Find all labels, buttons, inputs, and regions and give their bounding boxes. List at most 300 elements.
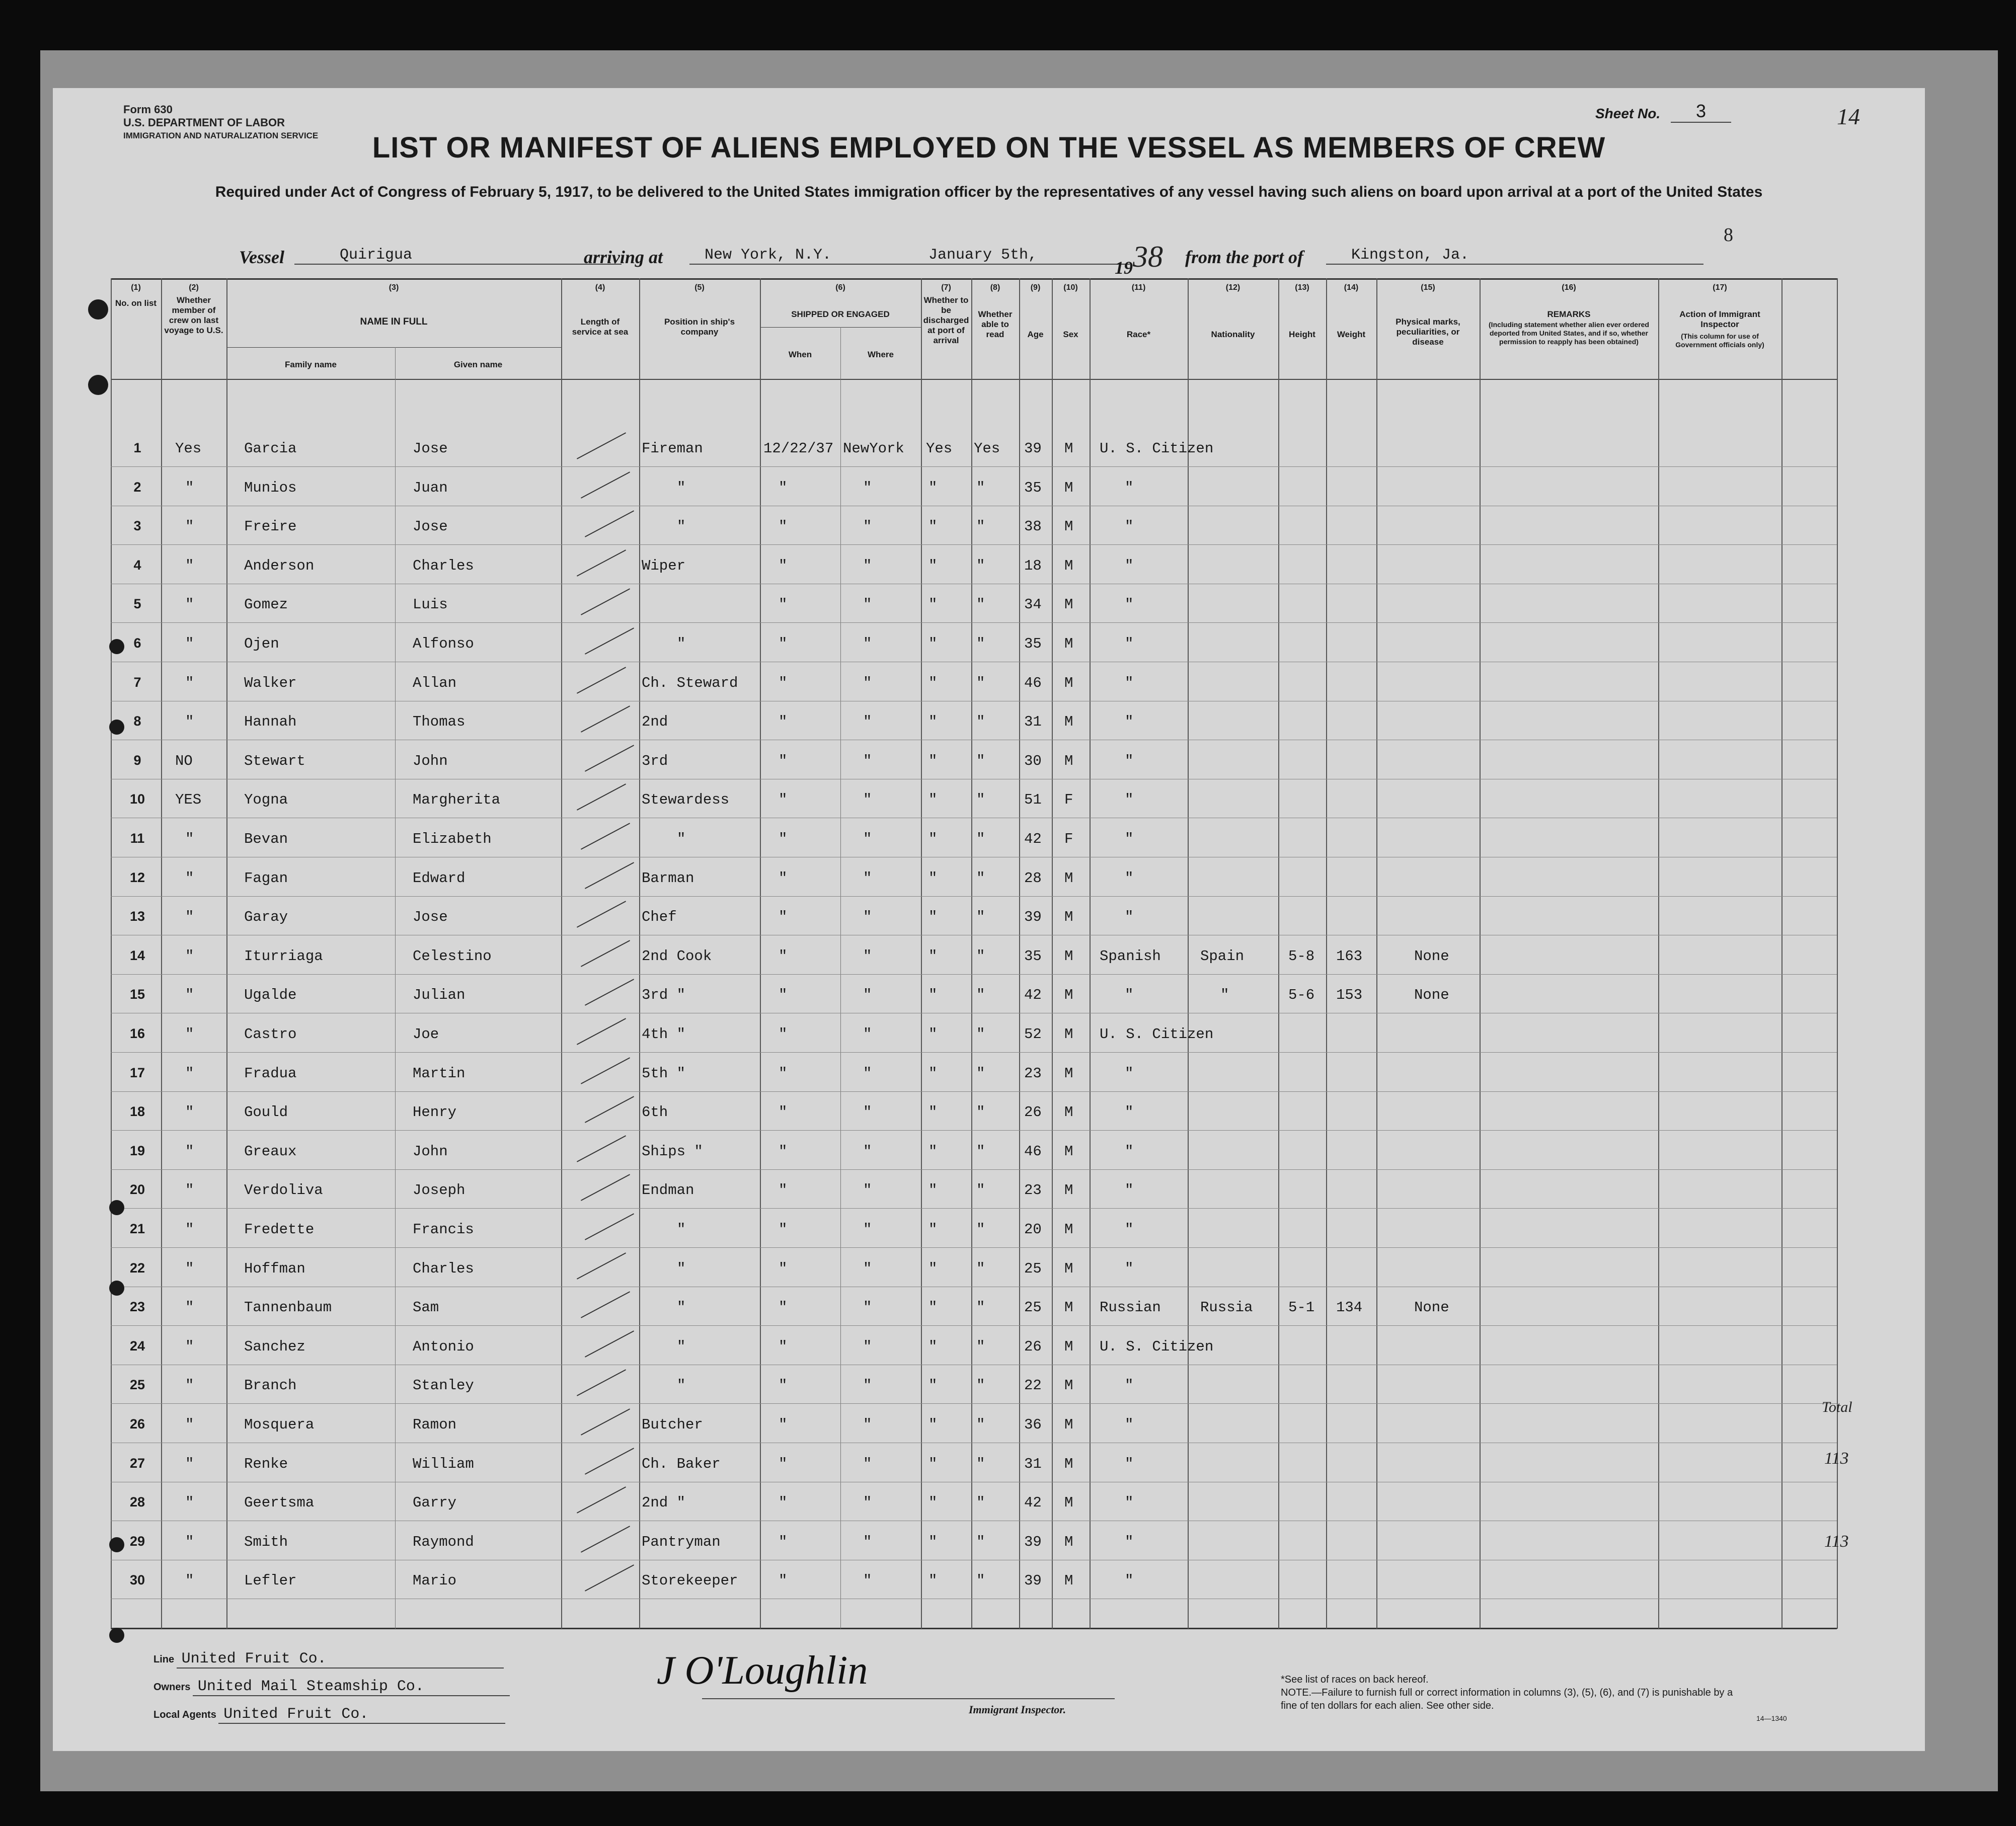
service-check-mark [585, 862, 634, 889]
family-name-cell: Castro [244, 1026, 297, 1043]
row-number: 5 [133, 596, 141, 611]
agents-value: United Fruit Co. [218, 1706, 505, 1724]
col-6-header: SHIPPED OR ENGAGED [791, 309, 890, 319]
prev-voyage-cell: " [185, 1534, 194, 1550]
prev-voyage-cell: " [185, 558, 194, 574]
col-16-subheader: (Including statement whether alien ever ordered deported from United States, and if so, whether permission to reapply has been obtained) [1489, 321, 1649, 346]
family-name-cell: Anderson [244, 558, 315, 574]
col-9-header: Age [1027, 330, 1044, 339]
manifest-page [53, 88, 1925, 1751]
able-to-read-cell: " [976, 518, 985, 535]
family-name-cell: Tannenbaum [244, 1299, 332, 1316]
given-name-cell: Sam [413, 1299, 439, 1316]
col-10-number: (10) [1063, 283, 1078, 292]
family-name-cell: Garay [244, 909, 288, 925]
col-17-number: (17) [1713, 283, 1727, 292]
service-check-mark [585, 1564, 634, 1591]
position-cell: " [677, 480, 686, 496]
discharged-cell: " [928, 1416, 938, 1433]
table-bottom-border [111, 1628, 1837, 1629]
col-5-header: Position in ship's company [664, 317, 735, 337]
prev-voyage-cell: " [185, 480, 194, 496]
col-13-header: Height [1289, 330, 1315, 339]
discharged-cell: " [928, 1221, 938, 1238]
shipped-where-cell: " [863, 636, 872, 652]
age-cell: 46 [1024, 1143, 1042, 1160]
physical-marks-cell: None [1414, 987, 1449, 1003]
form-code: 14—1340 [1756, 1714, 1787, 1722]
race-cell: " [1125, 791, 1134, 808]
shipped-when-cell: " [779, 636, 788, 652]
service-check-mark [581, 705, 630, 732]
sex-cell: M [1064, 987, 1073, 1003]
discharged-cell: " [928, 1377, 938, 1394]
punch-hole [109, 1200, 124, 1215]
race-cell: " [1125, 1182, 1134, 1199]
row-number: 29 [129, 1534, 145, 1549]
punch-hole [109, 1281, 124, 1296]
sex-cell: M [1064, 558, 1073, 574]
discharged-cell: " [928, 1260, 938, 1277]
position-cell: " [677, 636, 686, 652]
sex-cell: M [1064, 1416, 1073, 1433]
able-to-read-cell: " [976, 1182, 985, 1199]
given-name-cell: Luis [413, 596, 448, 613]
race-cell: " [1125, 1416, 1134, 1433]
position-cell: Butcher [642, 1416, 703, 1433]
shipped-where-cell: " [863, 1143, 872, 1160]
row-number: 22 [129, 1260, 145, 1276]
prev-voyage-cell: " [185, 596, 194, 613]
row-number: 8 [133, 713, 141, 729]
family-name-cell: Hoffman [244, 1260, 305, 1277]
row-number: 30 [129, 1572, 145, 1587]
given-name-cell: John [413, 753, 448, 769]
able-to-read-cell: " [976, 675, 985, 691]
able-to-read-cell: " [976, 596, 985, 613]
family-name-cell: Freire [244, 518, 297, 535]
given-name-cell: Stanley [413, 1377, 474, 1394]
sex-cell: M [1064, 948, 1073, 965]
family-name-cell: Gomez [244, 596, 288, 613]
row-divider [111, 1169, 1837, 1170]
owners-field [153, 1678, 510, 1696]
col-3-given-header: Given name [453, 360, 503, 369]
col-12-number: (12) [1225, 283, 1240, 292]
prev-voyage-cell: " [185, 1494, 194, 1511]
discharged-cell: " [928, 1338, 938, 1355]
given-name-cell: Allan [413, 675, 457, 691]
discharged-cell: " [928, 870, 938, 887]
age-cell: 35 [1024, 948, 1042, 965]
prev-voyage-cell: " [185, 1260, 194, 1277]
row-divider [111, 1130, 1837, 1131]
sex-cell: M [1064, 1143, 1073, 1160]
prev-voyage-cell: " [185, 1104, 194, 1121]
given-name-cell: Ramon [413, 1416, 457, 1433]
shipped-where-cell: " [863, 987, 872, 1003]
given-name-cell: Edward [413, 870, 466, 887]
col-11-number: (11) [1131, 283, 1146, 292]
sex-cell: M [1064, 1494, 1073, 1511]
service-check-mark [585, 1213, 634, 1240]
able-to-read-cell: " [976, 1338, 985, 1355]
weight-cell: 163 [1336, 948, 1363, 965]
able-to-read-cell: " [976, 1534, 985, 1550]
shipped-when-cell: " [779, 675, 788, 691]
shipped-when-cell: " [779, 1026, 788, 1043]
race-cell: " [1125, 713, 1134, 730]
position-cell: Chef [642, 909, 677, 925]
family-name-cell: Lefler [244, 1572, 297, 1589]
service-check-mark [577, 1369, 626, 1396]
prev-voyage-cell: " [185, 1377, 194, 1394]
given-name-cell: Alfonso [413, 636, 474, 652]
race-cell: " [1125, 636, 1134, 652]
race-cell: U. S. Citizen [1100, 440, 1214, 457]
able-to-read-cell: " [976, 1494, 985, 1511]
service-check-mark [581, 588, 630, 615]
row-divider [111, 974, 1837, 975]
sex-cell: M [1064, 1065, 1073, 1082]
name-subheader-line [226, 347, 561, 348]
prev-voyage-cell: " [185, 1143, 194, 1160]
form-number: Form 630 [123, 103, 173, 116]
position-cell: " [677, 831, 686, 847]
col-14-number: (14) [1344, 283, 1359, 292]
race-cell: Russian [1100, 1299, 1161, 1316]
shipped-where-cell: " [863, 1377, 872, 1394]
row-divider [111, 1247, 1837, 1248]
col-2-header: Whether member of crew on last voyage to U.S. [164, 295, 223, 335]
sex-cell: F [1064, 831, 1073, 847]
prev-voyage-cell: " [185, 1182, 194, 1199]
shipped-where-cell: " [863, 753, 872, 769]
shipped-when-cell: " [779, 1494, 788, 1511]
shipped-where-cell: " [863, 1534, 872, 1550]
col-6-where-header: Where [868, 350, 894, 359]
prev-voyage-cell: " [185, 831, 194, 847]
family-name-cell: Sanchez [244, 1338, 305, 1355]
sex-cell: M [1064, 1299, 1073, 1316]
row-number: 15 [129, 987, 145, 1002]
row-number: 11 [130, 831, 145, 846]
family-name-cell: Gould [244, 1104, 288, 1121]
prev-voyage-cell: " [185, 713, 194, 730]
sex-cell: M [1064, 713, 1073, 730]
position-cell: Ships " [642, 1143, 703, 1160]
given-name-cell: Jose [413, 909, 448, 925]
col-4-header: Length of service at sea [572, 317, 629, 337]
col-17-header: Action of Immigrant Inspector [1679, 309, 1760, 329]
prev-voyage-cell: " [185, 636, 194, 652]
age-cell: 31 [1024, 713, 1042, 730]
shipped-when-cell: " [779, 1182, 788, 1199]
height-cell: 5-1 [1288, 1299, 1315, 1316]
shipped-where-cell: " [863, 1456, 872, 1472]
sex-cell: M [1064, 596, 1073, 613]
service-check-mark [577, 549, 626, 576]
age-cell: 42 [1024, 1494, 1042, 1511]
row-number: 25 [129, 1377, 145, 1392]
prev-voyage-cell: " [185, 1065, 194, 1082]
family-name-cell: Garcia [244, 440, 297, 457]
shipped-where-cell: " [863, 948, 872, 965]
row-number: 1 [133, 440, 141, 455]
inspector-label: Immigrant Inspector. [969, 1703, 1066, 1716]
given-name-cell: John [413, 1143, 448, 1160]
shipped-where-cell: " [863, 1104, 872, 1121]
age-cell: 25 [1024, 1260, 1042, 1277]
col-16-number: (16) [1562, 283, 1576, 292]
prev-voyage-cell: " [185, 1299, 194, 1316]
discharged-cell: " [928, 948, 938, 965]
from-label: from the port of [1185, 247, 1304, 267]
race-cell: " [1125, 1260, 1134, 1277]
position-cell: 3rd " [642, 987, 686, 1003]
able-to-read-cell: " [976, 1416, 985, 1433]
able-to-read-cell: " [976, 480, 985, 496]
shipped-where-cell: " [863, 558, 872, 574]
vessel-name: Quirigua [294, 247, 622, 265]
family-name-cell: Verdoliva [244, 1182, 323, 1199]
discharged-cell: " [928, 636, 938, 652]
service-check-mark [581, 1057, 630, 1084]
family-name-cell: Stewart [244, 753, 305, 769]
shipped-where-cell: " [863, 675, 872, 691]
sex-cell: M [1064, 1104, 1073, 1121]
shipped-when-cell: " [779, 1299, 788, 1316]
able-to-read-cell: " [976, 791, 985, 808]
age-cell: 26 [1024, 1338, 1042, 1355]
service-check-mark [585, 1096, 634, 1123]
shipped-when-cell: " [779, 791, 788, 808]
col-6-when-header: When [788, 350, 812, 359]
age-cell: 28 [1024, 870, 1042, 887]
family-name-cell: Iturriaga [244, 948, 323, 965]
row-number: 13 [129, 909, 145, 924]
shipped-where-cell: " [863, 1572, 872, 1589]
weight-cell: 134 [1336, 1299, 1363, 1316]
discharged-cell: " [928, 1299, 938, 1316]
race-cell: " [1125, 1143, 1134, 1160]
able-to-read-cell: " [976, 1221, 985, 1238]
agents-field [153, 1706, 505, 1724]
shipped-when-cell: " [779, 1065, 788, 1082]
shipped-where-cell: " [863, 1221, 872, 1238]
table-top-border [111, 278, 1837, 280]
position-cell: 6th [642, 1104, 668, 1121]
service-check-mark [577, 1018, 626, 1045]
age-cell: 26 [1024, 1104, 1042, 1121]
col-11-header: Race* [1126, 330, 1151, 339]
age-cell: 51 [1024, 791, 1042, 808]
family-name-cell: Ugalde [244, 987, 297, 1003]
nationality-cell: Spain [1200, 948, 1245, 965]
able-to-read-cell: " [976, 753, 985, 769]
service-check-mark [577, 1135, 626, 1162]
position-cell: Fireman [642, 440, 703, 457]
shipped-when-cell: " [779, 1416, 788, 1433]
race-cell: " [1125, 1494, 1134, 1511]
able-to-read-cell: " [976, 1260, 985, 1277]
family-name-cell: Hannah [244, 713, 297, 730]
line-value: United Fruit Co. [177, 1650, 504, 1669]
row-divider [111, 1052, 1837, 1053]
punch-hole [109, 639, 124, 654]
row-divider [111, 1403, 1837, 1404]
family-name-cell: Munios [244, 480, 297, 496]
shipped-when-cell: " [779, 870, 788, 887]
row-number: 19 [129, 1143, 145, 1158]
position-cell: " [677, 1260, 686, 1277]
races-note: *See list of races on back hereof. [1281, 1674, 1429, 1685]
discharged-cell: " [928, 1534, 938, 1550]
able-to-read-cell: " [976, 1104, 985, 1121]
nationality-cell: " [1220, 987, 1229, 1003]
age-cell: 23 [1024, 1065, 1042, 1082]
sex-cell: M [1064, 1182, 1073, 1199]
race-cell: " [1125, 1104, 1134, 1121]
col-13-number: (13) [1295, 283, 1309, 292]
row-number: 24 [129, 1338, 145, 1354]
age-cell: 23 [1024, 1182, 1042, 1199]
given-name-cell: Garry [413, 1494, 457, 1511]
row-number: 4 [133, 558, 141, 573]
col-1-number: (1) [131, 283, 141, 292]
position-cell: " [677, 518, 686, 535]
position-cell: Wiper [642, 558, 686, 574]
row-number: 2 [133, 480, 141, 495]
race-cell: " [1125, 909, 1134, 925]
sex-cell: F [1064, 791, 1073, 808]
position-cell: 4th " [642, 1026, 686, 1043]
position-cell: Ch. Steward [642, 675, 738, 691]
col-7-number: (7) [941, 283, 951, 292]
shipped-when-cell: " [779, 518, 788, 535]
race-cell: " [1125, 831, 1134, 847]
service-check-mark [585, 745, 634, 771]
family-name-cell: Geertsma [244, 1494, 315, 1511]
shipped-when-cell: " [779, 1534, 788, 1550]
col-16-header: REMARKS [1547, 309, 1591, 319]
row-divider [111, 1091, 1837, 1092]
prev-voyage-cell: " [185, 675, 194, 691]
service-check-mark [577, 1252, 626, 1279]
race-cell: U. S. Citizen [1100, 1026, 1214, 1043]
col-3-family-header: Family name [285, 360, 337, 369]
race-cell: " [1125, 518, 1134, 535]
family-name-cell: Renke [244, 1456, 288, 1472]
service-check-mark [577, 901, 626, 927]
age-cell: 38 [1024, 518, 1042, 535]
age-cell: 25 [1024, 1299, 1042, 1316]
prev-voyage-cell: " [185, 1338, 194, 1355]
shipped-when-cell: " [779, 948, 788, 965]
shipped-where-cell: " [863, 1182, 872, 1199]
shipped-when-cell: " [779, 1338, 788, 1355]
col-5-number: (5) [694, 283, 705, 292]
prev-voyage-cell: NO [175, 753, 193, 769]
department: U.S. DEPARTMENT OF LABOR [123, 116, 285, 129]
able-to-read-cell: " [976, 1377, 985, 1394]
row-number: 23 [129, 1299, 145, 1314]
signature-line [702, 1698, 1115, 1699]
sheet-label: Sheet No. [1595, 106, 1661, 121]
shipped-where-cell: " [863, 480, 872, 496]
col-3-header: NAME IN FULL [360, 316, 428, 327]
age-cell: 42 [1024, 987, 1042, 1003]
punch-hole [109, 720, 124, 735]
race-cell: " [1125, 753, 1134, 769]
shipped-when-cell: " [779, 1456, 788, 1472]
position-cell: Stewardess [642, 791, 730, 808]
age-cell: 35 [1024, 636, 1042, 652]
punch-hole [88, 299, 108, 320]
header-bottom-border [111, 379, 1837, 380]
service-check-mark [577, 432, 626, 459]
shipped-when-cell: " [779, 1104, 788, 1121]
page-title: LIST OR MANIFEST OF ALIENS EMPLOYED ON THE VESSEL AS MEMBERS OF CREW [372, 131, 1606, 164]
shipped-where-cell: " [863, 1299, 872, 1316]
total-value-2: 113 [1824, 1532, 1849, 1551]
service-check-mark [577, 783, 626, 810]
given-name-cell: Thomas [413, 713, 466, 730]
able-to-read-cell: " [976, 1456, 985, 1472]
able-to-read-cell: " [976, 909, 985, 925]
physical-marks-cell: None [1414, 1299, 1449, 1316]
col-6-number: (6) [835, 283, 845, 292]
discharged-cell: " [928, 518, 938, 535]
shipped-where-cell: " [863, 1026, 872, 1043]
given-name-cell: Joseph [413, 1182, 466, 1199]
col-1-header: No. on list [115, 298, 157, 308]
given-name-cell: Margherita [413, 791, 501, 808]
discharged-cell: Yes [926, 440, 953, 457]
sex-cell: M [1064, 480, 1073, 496]
year-prefix: 19 [1115, 258, 1133, 278]
given-name-cell: Celestino [413, 948, 492, 965]
family-name-cell: Mosquera [244, 1416, 315, 1433]
family-name-cell: Greaux [244, 1143, 297, 1160]
age-cell: 31 [1024, 1456, 1042, 1472]
given-name-cell: Raymond [413, 1534, 474, 1550]
row-divider [111, 466, 1837, 467]
service-check-mark [581, 1526, 630, 1552]
race-cell: " [1125, 596, 1134, 613]
age-cell: 35 [1024, 480, 1042, 496]
service-check-mark [581, 1174, 630, 1201]
family-name-cell: Fradua [244, 1065, 297, 1082]
service-check-mark [577, 667, 626, 693]
position-cell: 2nd " [642, 1494, 686, 1511]
race-cell: " [1125, 675, 1134, 691]
page-subtitle: Required under Act of Congress of February 5, 1917, to be delivered to the United States immigration officer by the representatives of any vessel having such aliens on board upon arrival at a port of the United States [215, 184, 1763, 200]
family-name-cell: Fredette [244, 1221, 315, 1238]
race-cell: " [1125, 987, 1134, 1003]
shipped-when-cell: " [779, 1572, 788, 1589]
shipped-where-cell: NewYork [843, 440, 904, 457]
age-cell: 36 [1024, 1416, 1042, 1433]
page-mark: 14 [1837, 104, 1860, 129]
punch-hole [109, 1537, 124, 1552]
position-cell: " [677, 1299, 686, 1316]
sex-cell: M [1064, 1221, 1073, 1238]
age-cell: 39 [1024, 1534, 1042, 1550]
shipped-where-cell: " [863, 1338, 872, 1355]
discharged-cell: " [928, 987, 938, 1003]
position-cell: 2nd [642, 713, 668, 730]
